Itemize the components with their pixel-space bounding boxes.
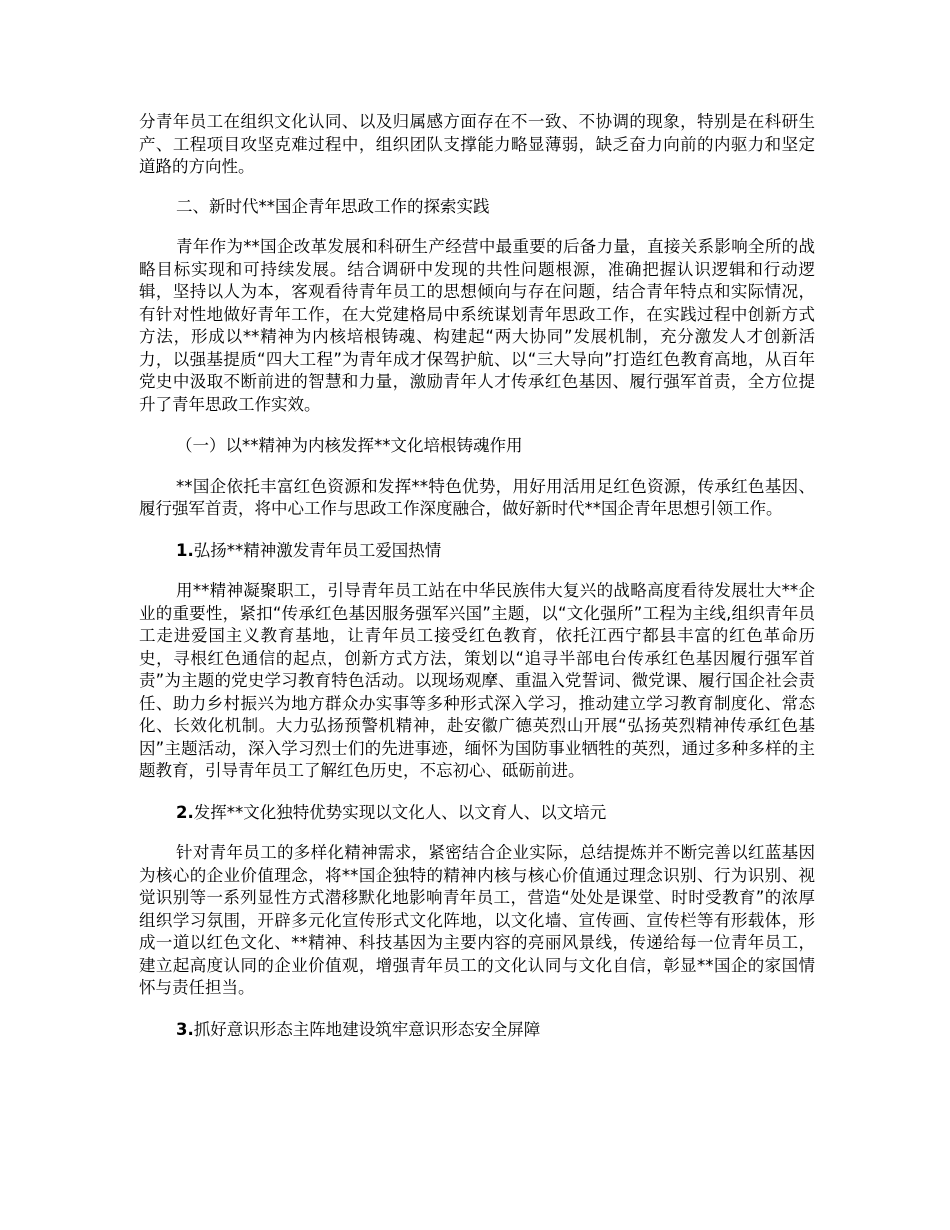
item-heading-3 <box>139 1019 815 1042</box>
section-heading-2: 二、新时代**国企青年思政工作的探索实践 <box>176 196 490 216</box>
item-heading-2 <box>139 802 815 825</box>
paragraph-culture-advantage: 针对青年员工的多样化精神需求，紧密结合企业实际，总结提炼并不断完善以红蓝基因为核心的企业价值理念，将**国企独特的精神内核与核心价值通过理念识别、行为识别、视觉识别等一系列显性方式潜移默化地影响青年员工，营造“处处是课堂、时时受教育”的浓厚组织学习氛围，开辟多元化宣传形式文化阵地，以文化墙、宣传画、宣传栏等有形载体，形成一道以红色文化、**精神、科技基因为主要内容的亮丽风景线，传递给每一位青年员工，建立起高度认同的企业价值观，增强青年员工的文化认同与文化自信，彰显**国企的家国情怀与责任担当。 <box>139 843 815 997</box>
item-number-3: 3. <box>176 1019 194 1039</box>
paragraph-youth-role: 青年作为**国企改革发展和科研生产经营中最重要的后备力量，直接关系影响全所的战略目标实现和可持续发展。结合调研中发现的共性问题根源，准确把握认识逻辑和行动逻辑，坚持以人为本，客观看待青年员工的思想倾向与存在问题，结合青年特点和实际情况，有针对性地做好青年工作，在大党建格局中系统谋划青年思政工作，在实践过程中创新方式方法，形成以**精神为内核培根铸魂、构建起“两大协同”发展机制，充分激发人才创新活力，以强基提质“四大工程”为青年成才保驾护航、以“三大导向”打造红色教育高地，从百年党史中汲取不断前进的智慧和力量，激励青年人才传承红色基因、履行强军首责，全方位提升了青年思政工作实效。 <box>139 237 815 414</box>
item-heading-3-text: 抓好意识形态主阵地建设筑牢意识形态安全屏障 <box>193 1019 541 1039</box>
item-heading-2-text: 发挥**文化独特优势实现以文化人、以文育人、以文培元 <box>193 802 607 822</box>
item-heading-1 <box>139 540 815 563</box>
subsection-heading-1: （一）以**精神为内核发挥**文化培根铸魂作用 <box>176 436 523 455</box>
paragraph-red-resources: **国企依托丰富红色资源和发挥**特色优势，用好用活用足红色资源，传承红色基因、履行强军首责，将中心工作与思政工作深度融合，做好新时代**国企青年思想引领工作。 <box>139 476 815 518</box>
document-page <box>139 111 815 1041</box>
item-number-2: 2. <box>176 802 194 822</box>
item-number-1: 1. <box>176 540 194 560</box>
paragraph-spirit-cohesion: 用**精神凝聚职工，引导青年员工站在中华民族伟大复兴的战略高度看待发展壮大**企业的重要性，紧扣“传承红色基因服务强军兴国”主题，以“文化强所”工程为主线,组织青年员工走进爱国主义教育基地，让青年员工接受红色教育，依托江西宁都县丰富的红色革命历史，寻根红色通信的起点，创新方式方法，策划以“追寻半部电台传承红色基因履行强军首责”为主题的党史学习教育特色活动。以现场观摩、重温入党誓词、微党课、履行国企社会责任、助力乡村振兴为地方群众办实事等多种形式深入学习，推动建立学习教育制度化、常态化、长效化机制。大力弘扬预警机精神，赴安徽广德英烈山开展“弘扬英烈精神传承红色基因”主题活动，深入学习烈士们的先进事迹，缅怀为国防事业牺牲的英烈，通过多种多样的主题教育，引导青年员工了解红色历史，不忘初心、砥砺前进。 <box>139 581 815 780</box>
paragraph-continuation: 分青年员工在组织文化认同、以及归属感方面存在不一致、不协调的现象，特别是在科研生产、工程项目攻坚克难过程中，组织团队支撑能力略显薄弱，缺乏奋力向前的内驱力和坚定道路的方向性。 <box>139 112 815 176</box>
item-heading-1-text: 弘扬**精神激发青年员工爱国热情 <box>193 540 442 560</box>
